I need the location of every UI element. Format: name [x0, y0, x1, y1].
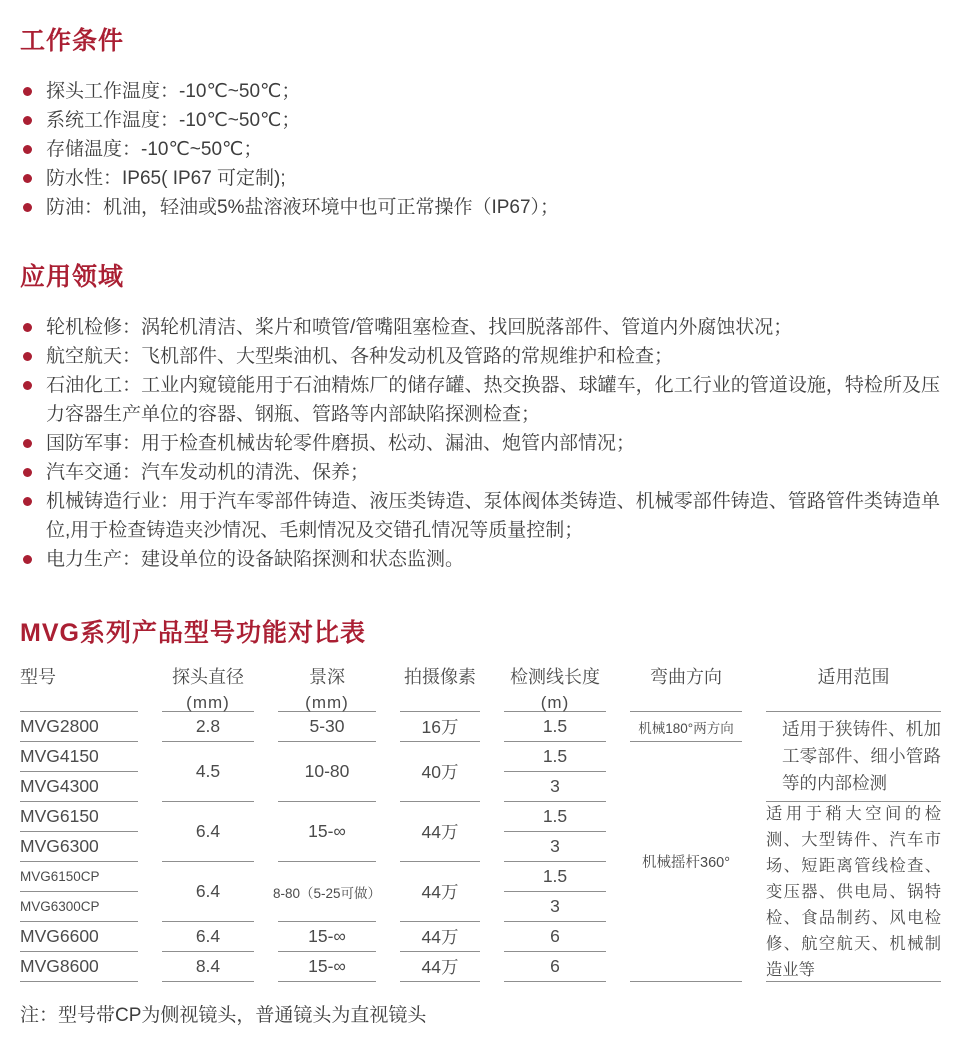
- table-cell-text: 44万: [421, 957, 459, 977]
- table-cell-text: MVG4300: [20, 776, 99, 796]
- bullet-icon: [23, 352, 32, 361]
- list-item: [20, 342, 940, 371]
- table-header-cell: [630, 660, 742, 712]
- table-cell-text: 1.5: [542, 866, 568, 886]
- table-cell: [162, 712, 254, 742]
- list-item-text: 探头工作温度：-10℃~50℃；: [46, 81, 301, 102]
- table-cell-text: 8-80（5-25可做）: [272, 885, 382, 901]
- table-cell: [20, 802, 138, 832]
- table-cell-text: 1.5: [542, 746, 568, 766]
- bullet-icon: [23, 497, 32, 506]
- table-cell-text: 6.4: [195, 821, 221, 841]
- table-cell: [400, 952, 480, 982]
- list-item: [20, 371, 940, 429]
- table-cell: [504, 832, 606, 862]
- table-cell: [20, 862, 138, 892]
- table-cell-text: 16万: [421, 717, 459, 737]
- table-cell-text: 1.5: [542, 806, 568, 826]
- table-cell: [162, 862, 254, 922]
- table-note: 注：型号带CP为侧视镜头，普通镜头为直视镜头: [20, 1005, 427, 1026]
- list-item: [20, 77, 940, 106]
- table-cell: [630, 712, 742, 742]
- list-item: [20, 135, 940, 164]
- applications-list: [20, 313, 940, 574]
- table-cell-text: 3: [550, 836, 560, 856]
- table-cell-text: 15-∞: [308, 926, 346, 946]
- bullet-icon: [23, 381, 32, 390]
- table-cell-text: MVG6600: [20, 926, 99, 946]
- table-cell-text: 4.5: [195, 761, 221, 781]
- list-item: [20, 545, 940, 574]
- table-cell-text: MVG6150: [20, 806, 99, 826]
- table-cell: [766, 712, 941, 802]
- table-cell: [400, 712, 480, 742]
- table-cell-text: 44万: [421, 822, 459, 842]
- table-cell-text: 1.5: [542, 716, 568, 736]
- bullet-icon: [23, 439, 32, 448]
- table-cell: [20, 832, 138, 862]
- table-header-unit: (m): [540, 693, 570, 712]
- table-cell: [278, 952, 376, 982]
- table-cell-text: 10-80: [304, 761, 350, 781]
- table-cell: [162, 802, 254, 862]
- table-header-label: 检测线长度: [510, 667, 600, 687]
- table-cell-text: 适用于稍大空间的检测、大型铸件、汽车市场、短距离管线检查、变压器、供电局、锅特检、食品制药、风电检修、航空航天、机械制造业等: [766, 804, 941, 979]
- list-item: [20, 313, 940, 342]
- table-cell-text: MVG8600: [20, 956, 99, 976]
- bullet-icon: [23, 87, 32, 96]
- table-cell: [400, 862, 480, 922]
- table-header-label: 景深: [309, 667, 345, 687]
- bullet-icon: [23, 323, 32, 332]
- table-cell-text: 8.4: [195, 956, 221, 976]
- working-conditions-list: [20, 77, 940, 222]
- list-item: [20, 193, 940, 222]
- list-item: [20, 458, 940, 487]
- table-cell: [766, 802, 941, 982]
- table-cell-text: 5-30: [309, 716, 345, 736]
- table-header-cell: [20, 660, 138, 712]
- bullet-icon: [23, 145, 32, 154]
- table-cell-text: 3: [550, 776, 560, 796]
- table-cell: [278, 802, 376, 862]
- table-cell: [20, 772, 138, 802]
- table-header-unit: (mm): [305, 693, 349, 712]
- comparison-table: [20, 660, 940, 982]
- list-item-text: 机械铸造行业：用于汽车零部件铸造、液压类铸造、泵体阀体类铸造、机械零部件铸造、管路管件类铸造单位,用于检查铸造夹沙情况、毛刺情况及交错孔情况等质量控制；: [46, 491, 940, 541]
- table-cell-text: 6.4: [195, 926, 221, 946]
- table-cell-text: 适用于狭铸件、机加工零部件、细小管路等的内部检测: [782, 719, 941, 793]
- table-cell: [20, 742, 138, 772]
- table-cell-text: MVG4150: [20, 746, 99, 766]
- list-item-text: 存储温度：-10℃~50℃；: [46, 139, 263, 160]
- table-cell: [630, 742, 742, 982]
- table-cell-text: MVG2800: [20, 716, 99, 736]
- table-cell-text: 机械180°两方向: [638, 720, 734, 736]
- list-item-text: 系统工作温度：-10℃~50℃；: [46, 110, 301, 131]
- table-header-cell: [766, 660, 941, 712]
- table-cell-text: MVG6300: [20, 836, 99, 856]
- section-applications: [20, 262, 940, 574]
- table-cell-text: 44万: [421, 882, 459, 902]
- table-cell: [504, 802, 606, 832]
- table-cell: [504, 862, 606, 892]
- table-header-cell: [504, 660, 606, 712]
- list-item: [20, 429, 940, 458]
- table-cell: [20, 952, 138, 982]
- table-header-label: 适用范围: [817, 667, 890, 687]
- table-header-cell: [278, 660, 376, 712]
- table-cell-text: 6: [550, 956, 560, 976]
- list-item-text: 国防军事：用于检查机械齿轮零件磨损、松动、漏油、炮管内部情况；: [46, 433, 636, 454]
- bullet-icon: [23, 555, 32, 564]
- section-working-conditions: [20, 26, 940, 222]
- table-cell-text: MVG6150CP: [20, 869, 100, 884]
- list-item-text: 汽车交通：汽车发动机的清洗、保养；: [46, 462, 370, 483]
- applications-title: 应用领域: [20, 263, 125, 291]
- table-cell-text: 15-∞: [308, 956, 346, 976]
- table-cell: [162, 952, 254, 982]
- table-cell: [504, 712, 606, 742]
- table-cell: [504, 922, 606, 952]
- table-cell: [504, 772, 606, 802]
- list-item-text: 石油化工：工业内窥镜能用于石油精炼厂的储存罐、热交换器、球罐车，化工行业的管道设施，特检所及压力容器生产单位的容器、钢瓶、管路等内部缺陷探测检查；: [46, 375, 940, 425]
- table-cell-text: MVG6300CP: [20, 899, 100, 914]
- table-cell: [162, 922, 254, 952]
- table-header-unit: (mm): [186, 693, 230, 712]
- table-cell: [504, 742, 606, 772]
- list-item: [20, 164, 940, 193]
- table-cell: [278, 742, 376, 802]
- list-item-text: 电力生产：建设单位的设备缺陷探测和状态监测。: [46, 549, 465, 570]
- list-item-text: 防油：机油，轻油或5%盐溶液环境中也可正常操作（IP67）；: [46, 197, 560, 218]
- comparison-table-title: MVG系列产品型号功能对比表: [20, 619, 366, 647]
- bullet-icon: [23, 468, 32, 477]
- table-cell: [400, 742, 480, 802]
- bullet-icon: [23, 203, 32, 212]
- bullet-icon: [23, 174, 32, 183]
- list-item-text: 轮机检修：涡轮机清洁、桨片和喷管/管嘴阻塞检查、找回脱落部件、管道内外腐蚀状况；: [46, 317, 793, 338]
- table-cell-text: 15-∞: [308, 821, 346, 841]
- table-header-label: 探头直径: [172, 667, 244, 687]
- table-header-cell: [400, 660, 480, 712]
- table-cell: [504, 892, 606, 922]
- table-header-cell: [162, 660, 254, 712]
- table-header-label: 弯曲方向: [650, 667, 722, 687]
- table-cell-text: 6: [550, 926, 560, 946]
- table-cell: [272, 862, 382, 922]
- table-cell: [20, 712, 138, 742]
- table-cell: [20, 922, 138, 952]
- table-cell: [504, 952, 606, 982]
- table-cell-text: 6.4: [195, 881, 221, 901]
- table-cell: [400, 922, 480, 952]
- table-cell-text: 40万: [421, 762, 459, 782]
- section-comparison-table: [20, 618, 940, 1027]
- working-conditions-title: 工作条件: [20, 27, 125, 55]
- table-cell: [278, 712, 376, 742]
- table-cell-text: 2.8: [195, 716, 221, 736]
- table-cell-text: 44万: [421, 927, 459, 947]
- list-item-text: 航空航天：飞机部件、大型柴油机、各种发动机及管路的常规维护和检查；: [46, 346, 674, 367]
- table-header-label: 型号: [20, 667, 56, 687]
- table-cell: [278, 922, 376, 952]
- bullet-icon: [23, 116, 32, 125]
- table-header-label: 拍摄像素: [404, 667, 476, 687]
- list-item: [20, 487, 940, 545]
- list-item-text: 防水性：IP65( IP67 可定制);: [46, 168, 286, 189]
- table-cell: [400, 802, 480, 862]
- table-cell-text: 机械摇杆360°: [642, 855, 730, 871]
- list-item: [20, 106, 940, 135]
- table-cell: [20, 892, 138, 922]
- table-cell: [162, 742, 254, 802]
- table-cell-text: 3: [550, 896, 560, 916]
